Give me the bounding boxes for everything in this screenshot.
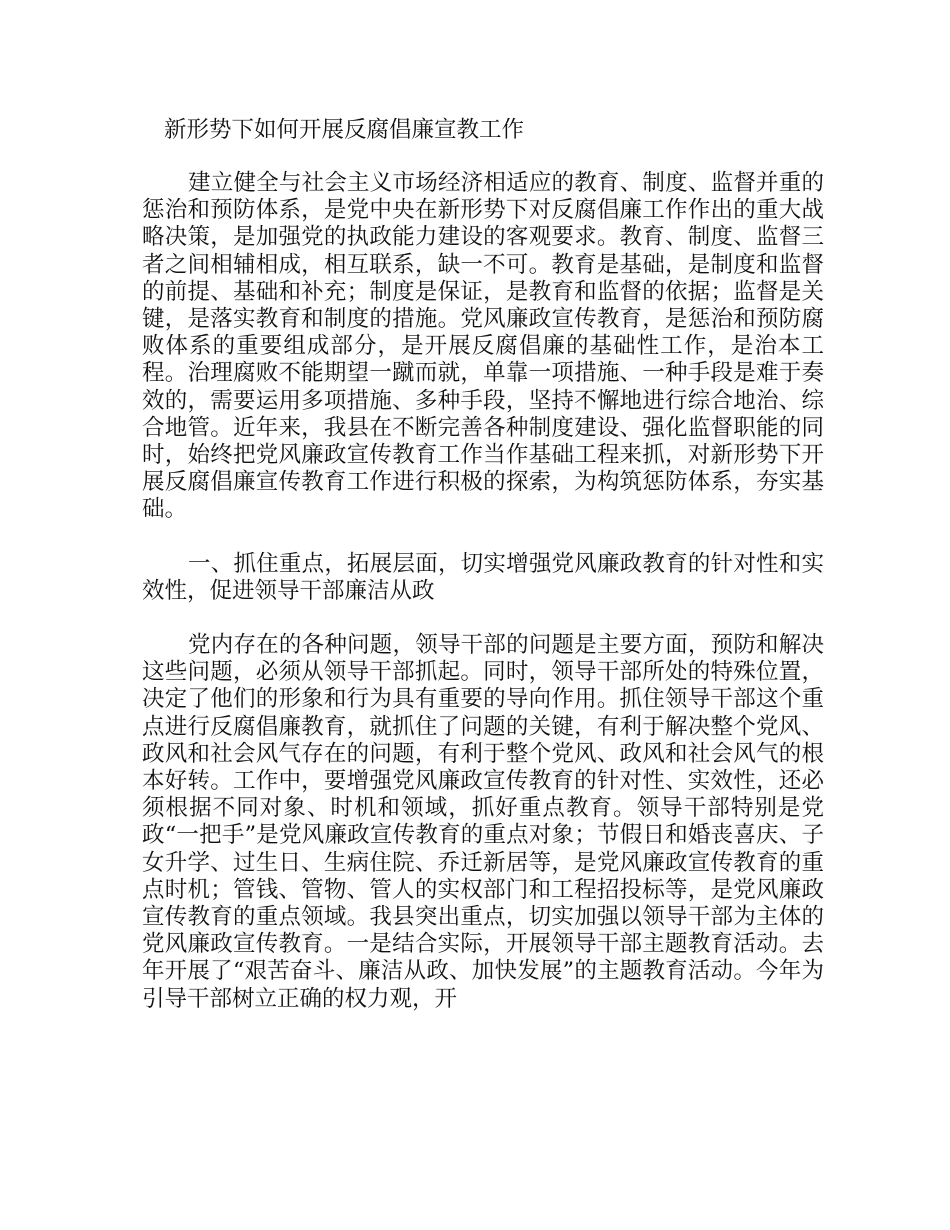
spacer [142,144,824,170]
document-title: 新形势下如何开展反腐倡廉宣教工作 [164,117,525,143]
spacer [142,605,824,632]
document-body [142,117,824,1013]
paragraph-intro: 建立健全与社会主义市场经济相适应的教育、制度、监督并重的惩治和预防体系，是党中央在新形势下对反腐倡廉工作作出的重大战略决策，是加强党的执政能力建设的客观要求。教育、制度、监督三者之间相辅相成，相互联系，缺一不可。教育是基础，是制度和监督的前提、基础和补充；制度是保证，是教育和监督的依据；监督是关键，是落实教育和制度的措施。党风廉政宣传教育，是惩治和预防腐败体系的重要组成部分，是开展反腐倡廉的基础性工作，是治本工程。治理腐败不能期望一蹴而就，单靠一项措施、一种手段是难于奏效的，需要运用多项措施、多种手段，坚持不懈地进行综合地治、综合地管。近年来，我县在不断完善各种制度建设、强化监督职能的同时，始终把党风廉政宣传教育工作当作基础工程来抓，对新形势下开展反腐倡廉宣传教育工作进行积极的探索，为构筑惩防体系，夯实基础。 [142,170,824,523]
section-heading-1: 一、抓住重点，拓展层面，切实增强党风廉政教育的针对性和实效性，促进领导干部廉洁从政 [142,550,824,604]
paragraph-section-1: 党内存在的各种问题，领导干部的问题是主要方面，预防和解决这些问题，必须从领导干部抓起。同时，领导干部所处的特殊位置，决定了他们的形象和行为具有重要的导向作用。抓住领导干部这个重点进行反腐倡廉教育，就抓住了问题的关键，有利于解决整个党风、政风和社会风气存在的问题，有利于整个党风、政风和社会风气的根本好转。工作中，要增强党风廉政宣传教育的针对性、实效性，还必须根据不同对象、时机和领域，抓好重点教育。领导干部特别是党政“一把手”是党风廉政宣传教育的重点对象；节假日和婚丧喜庆、子女升学、过生日、生病住院、乔迁新居等，是党风廉政宣传教育的重点时机；管钱、管物、管人的实权部门和工程招投标等，是党风廉政宣传教育的重点领域。我县突出重点，切实加强以领导干部为主体的党风廉政宣传教育。一是结合实际，开展领导干部主题教育活动。去年开展了“艰苦奋斗、廉洁从政、加快发展”的主题教育活动。今年为引导干部树立正确的权力观，开 [142,632,824,1012]
spacer [142,524,824,551]
